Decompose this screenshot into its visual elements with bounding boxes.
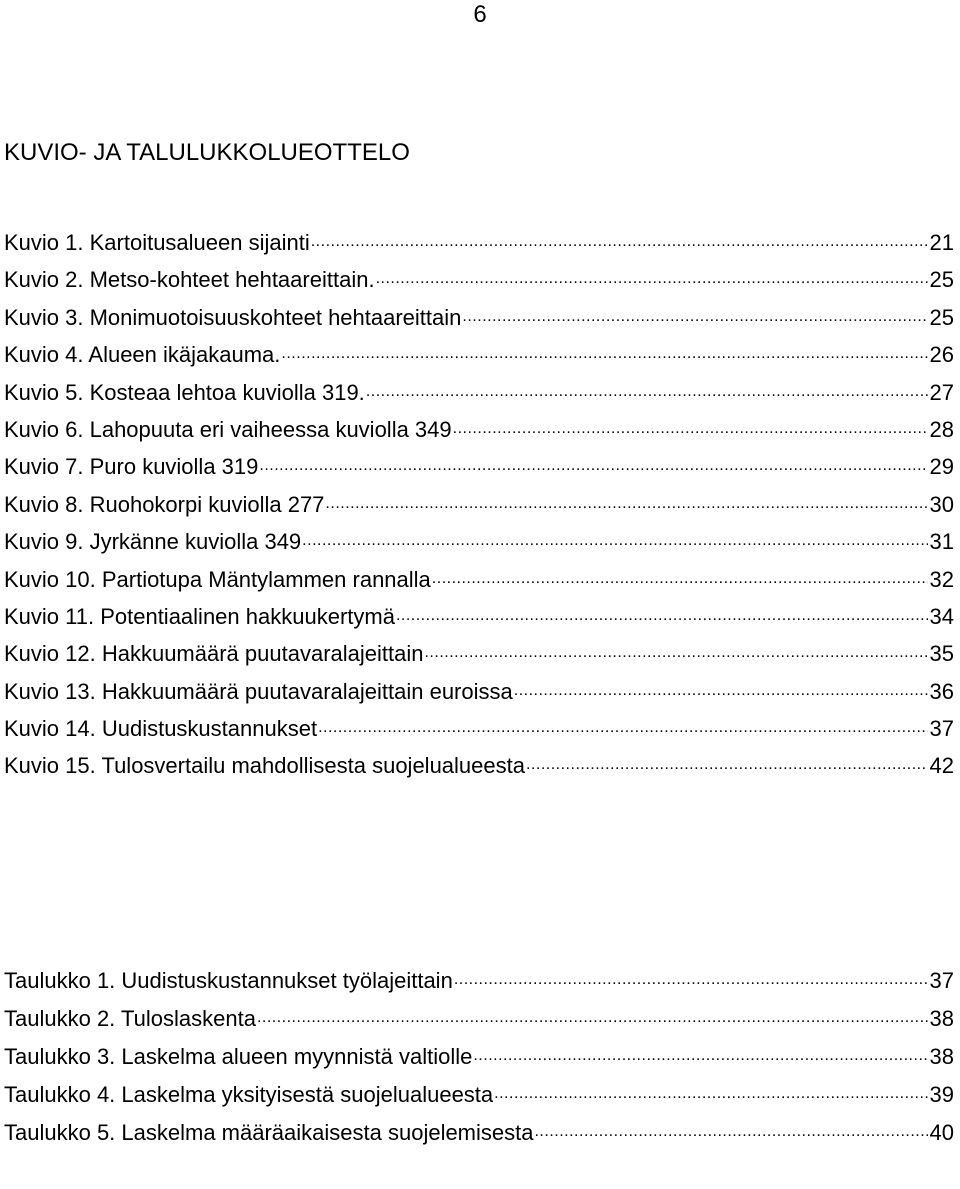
figure-entry[interactable] xyxy=(4,374,954,411)
figure-entry-page: 32 xyxy=(929,566,954,592)
figure-entry[interactable] xyxy=(4,635,954,672)
figure-entry-page: 34 xyxy=(929,603,954,629)
dot-leader xyxy=(473,1042,927,1064)
figure-entry[interactable] xyxy=(4,598,954,635)
figure-entry-page: 25 xyxy=(929,304,954,330)
figure-entry-page: 35 xyxy=(929,641,954,667)
figure-entry[interactable] xyxy=(4,673,954,710)
table-entry[interactable] xyxy=(4,1076,954,1114)
figure-entry[interactable] xyxy=(4,448,954,485)
figure-entry-page: 28 xyxy=(929,416,954,442)
page-number: 6 xyxy=(473,1,487,28)
figure-entry-label: Kuvio 12. Hakkuumäärä puutavaralajeittain xyxy=(4,641,424,667)
dot-leader xyxy=(376,265,928,287)
dot-leader xyxy=(396,602,928,624)
figure-entry-label: Kuvio 10. Partiotupa Mäntylammen rannalla xyxy=(4,566,431,592)
figure-entry-page: 29 xyxy=(929,454,954,480)
dot-leader xyxy=(366,378,928,400)
table-list xyxy=(4,962,954,1152)
dot-leader xyxy=(318,714,927,736)
dot-leader xyxy=(454,966,928,988)
dot-leader xyxy=(514,677,928,699)
table-entry-label: Taulukko 1. Uudistuskustannukset työlajeittain xyxy=(4,968,453,993)
figure-entry-page: 21 xyxy=(929,230,954,255)
table-entry-label: Taulukko 5. Laskelma määräaikaisesta suojelemisesta xyxy=(4,1120,534,1145)
dot-leader xyxy=(302,527,927,549)
dot-leader xyxy=(534,1118,927,1140)
figure-entry[interactable] xyxy=(4,261,954,298)
figure-entry-page: 30 xyxy=(929,491,954,517)
figure-list xyxy=(4,224,954,785)
table-entry[interactable] xyxy=(4,1038,954,1076)
dot-leader xyxy=(432,565,928,587)
figure-entry-label: Kuvio 13. Hakkuumäärä puutavaralajeittain euroissa xyxy=(4,678,513,704)
figure-entry-page: 42 xyxy=(929,753,954,779)
table-entry-label: Taulukko 3. Laskelma alueen myynnistä valtiolle xyxy=(4,1044,473,1069)
figure-entry[interactable] xyxy=(4,224,954,261)
figure-entry-page: 36 xyxy=(929,678,954,704)
figure-entry-page: 37 xyxy=(929,716,954,742)
figure-entry-label: Kuvio 11. Potentiaalinen hakkuukertymä xyxy=(4,603,395,629)
figure-entry[interactable] xyxy=(4,561,954,598)
page-title: KUVIO- JA TALULUKKOLUEOTTELO xyxy=(4,139,410,166)
figure-entry-label: Kuvio 4. Alueen ikäjakauma. xyxy=(4,342,281,368)
table-entry-page: 39 xyxy=(929,1082,954,1107)
figure-entry-label: Kuvio 15. Tulosvertailu mahdollisesta suojelualueesta xyxy=(4,753,525,779)
figure-entry-label: Kuvio 1. Kartoitusalueen sijainti xyxy=(4,230,310,255)
figure-entry[interactable] xyxy=(4,299,954,336)
table-entry-page: 40 xyxy=(929,1120,954,1145)
dot-leader xyxy=(526,751,928,773)
figure-entry[interactable] xyxy=(4,710,954,747)
figure-entry-label: Kuvio 5. Kosteaa lehtoa kuviolla 319. xyxy=(4,379,365,405)
figure-entry[interactable] xyxy=(4,411,954,448)
dot-leader xyxy=(424,639,927,661)
dot-leader xyxy=(494,1080,927,1102)
table-entry[interactable] xyxy=(4,1000,954,1038)
figure-entry-label: Kuvio 14. Uudistuskustannukset xyxy=(4,716,318,742)
table-entry-page: 38 xyxy=(929,1006,954,1031)
table-entry-label: Taulukko 4. Laskelma yksityisestä suojelualueesta xyxy=(4,1082,494,1107)
figure-entry-label: Kuvio 2. Metso-kohteet hehtaareittain. xyxy=(4,267,375,293)
dot-leader xyxy=(325,490,927,512)
table-entry-label: Taulukko 2. Tuloslaskenta xyxy=(4,1006,256,1031)
figure-entry-label: Kuvio 6. Lahopuuta eri vaiheessa kuviolla 349 xyxy=(4,416,452,442)
figure-entry-page: 31 xyxy=(929,529,954,555)
table-entry-page: 37 xyxy=(929,968,954,993)
figure-entry-label: Kuvio 8. Ruohokorpi kuviolla 277 xyxy=(4,491,325,517)
figure-entry[interactable] xyxy=(4,523,954,560)
figure-entry-page: 26 xyxy=(929,342,954,368)
dot-leader xyxy=(311,228,928,250)
figure-entry[interactable] xyxy=(4,486,954,523)
dot-leader xyxy=(257,1004,928,1026)
figure-entry-label: Kuvio 3. Monimuotoisuuskohteet hehtaareittain xyxy=(4,304,462,330)
dot-leader xyxy=(281,340,927,362)
table-entry[interactable] xyxy=(4,1114,954,1152)
figure-entry[interactable] xyxy=(4,336,954,373)
dot-leader xyxy=(453,415,928,437)
figure-entry[interactable] xyxy=(4,747,954,784)
dot-leader xyxy=(259,452,927,474)
figure-entry-label: Kuvio 7. Puro kuviolla 319 xyxy=(4,454,259,480)
table-entry-page: 38 xyxy=(929,1044,954,1069)
table-entry[interactable] xyxy=(4,962,954,1000)
dot-leader xyxy=(462,303,927,325)
figure-entry-page: 27 xyxy=(929,379,954,405)
figure-entry-page: 25 xyxy=(929,267,954,293)
figure-entry-label: Kuvio 9. Jyrkänne kuviolla 349 xyxy=(4,529,302,555)
